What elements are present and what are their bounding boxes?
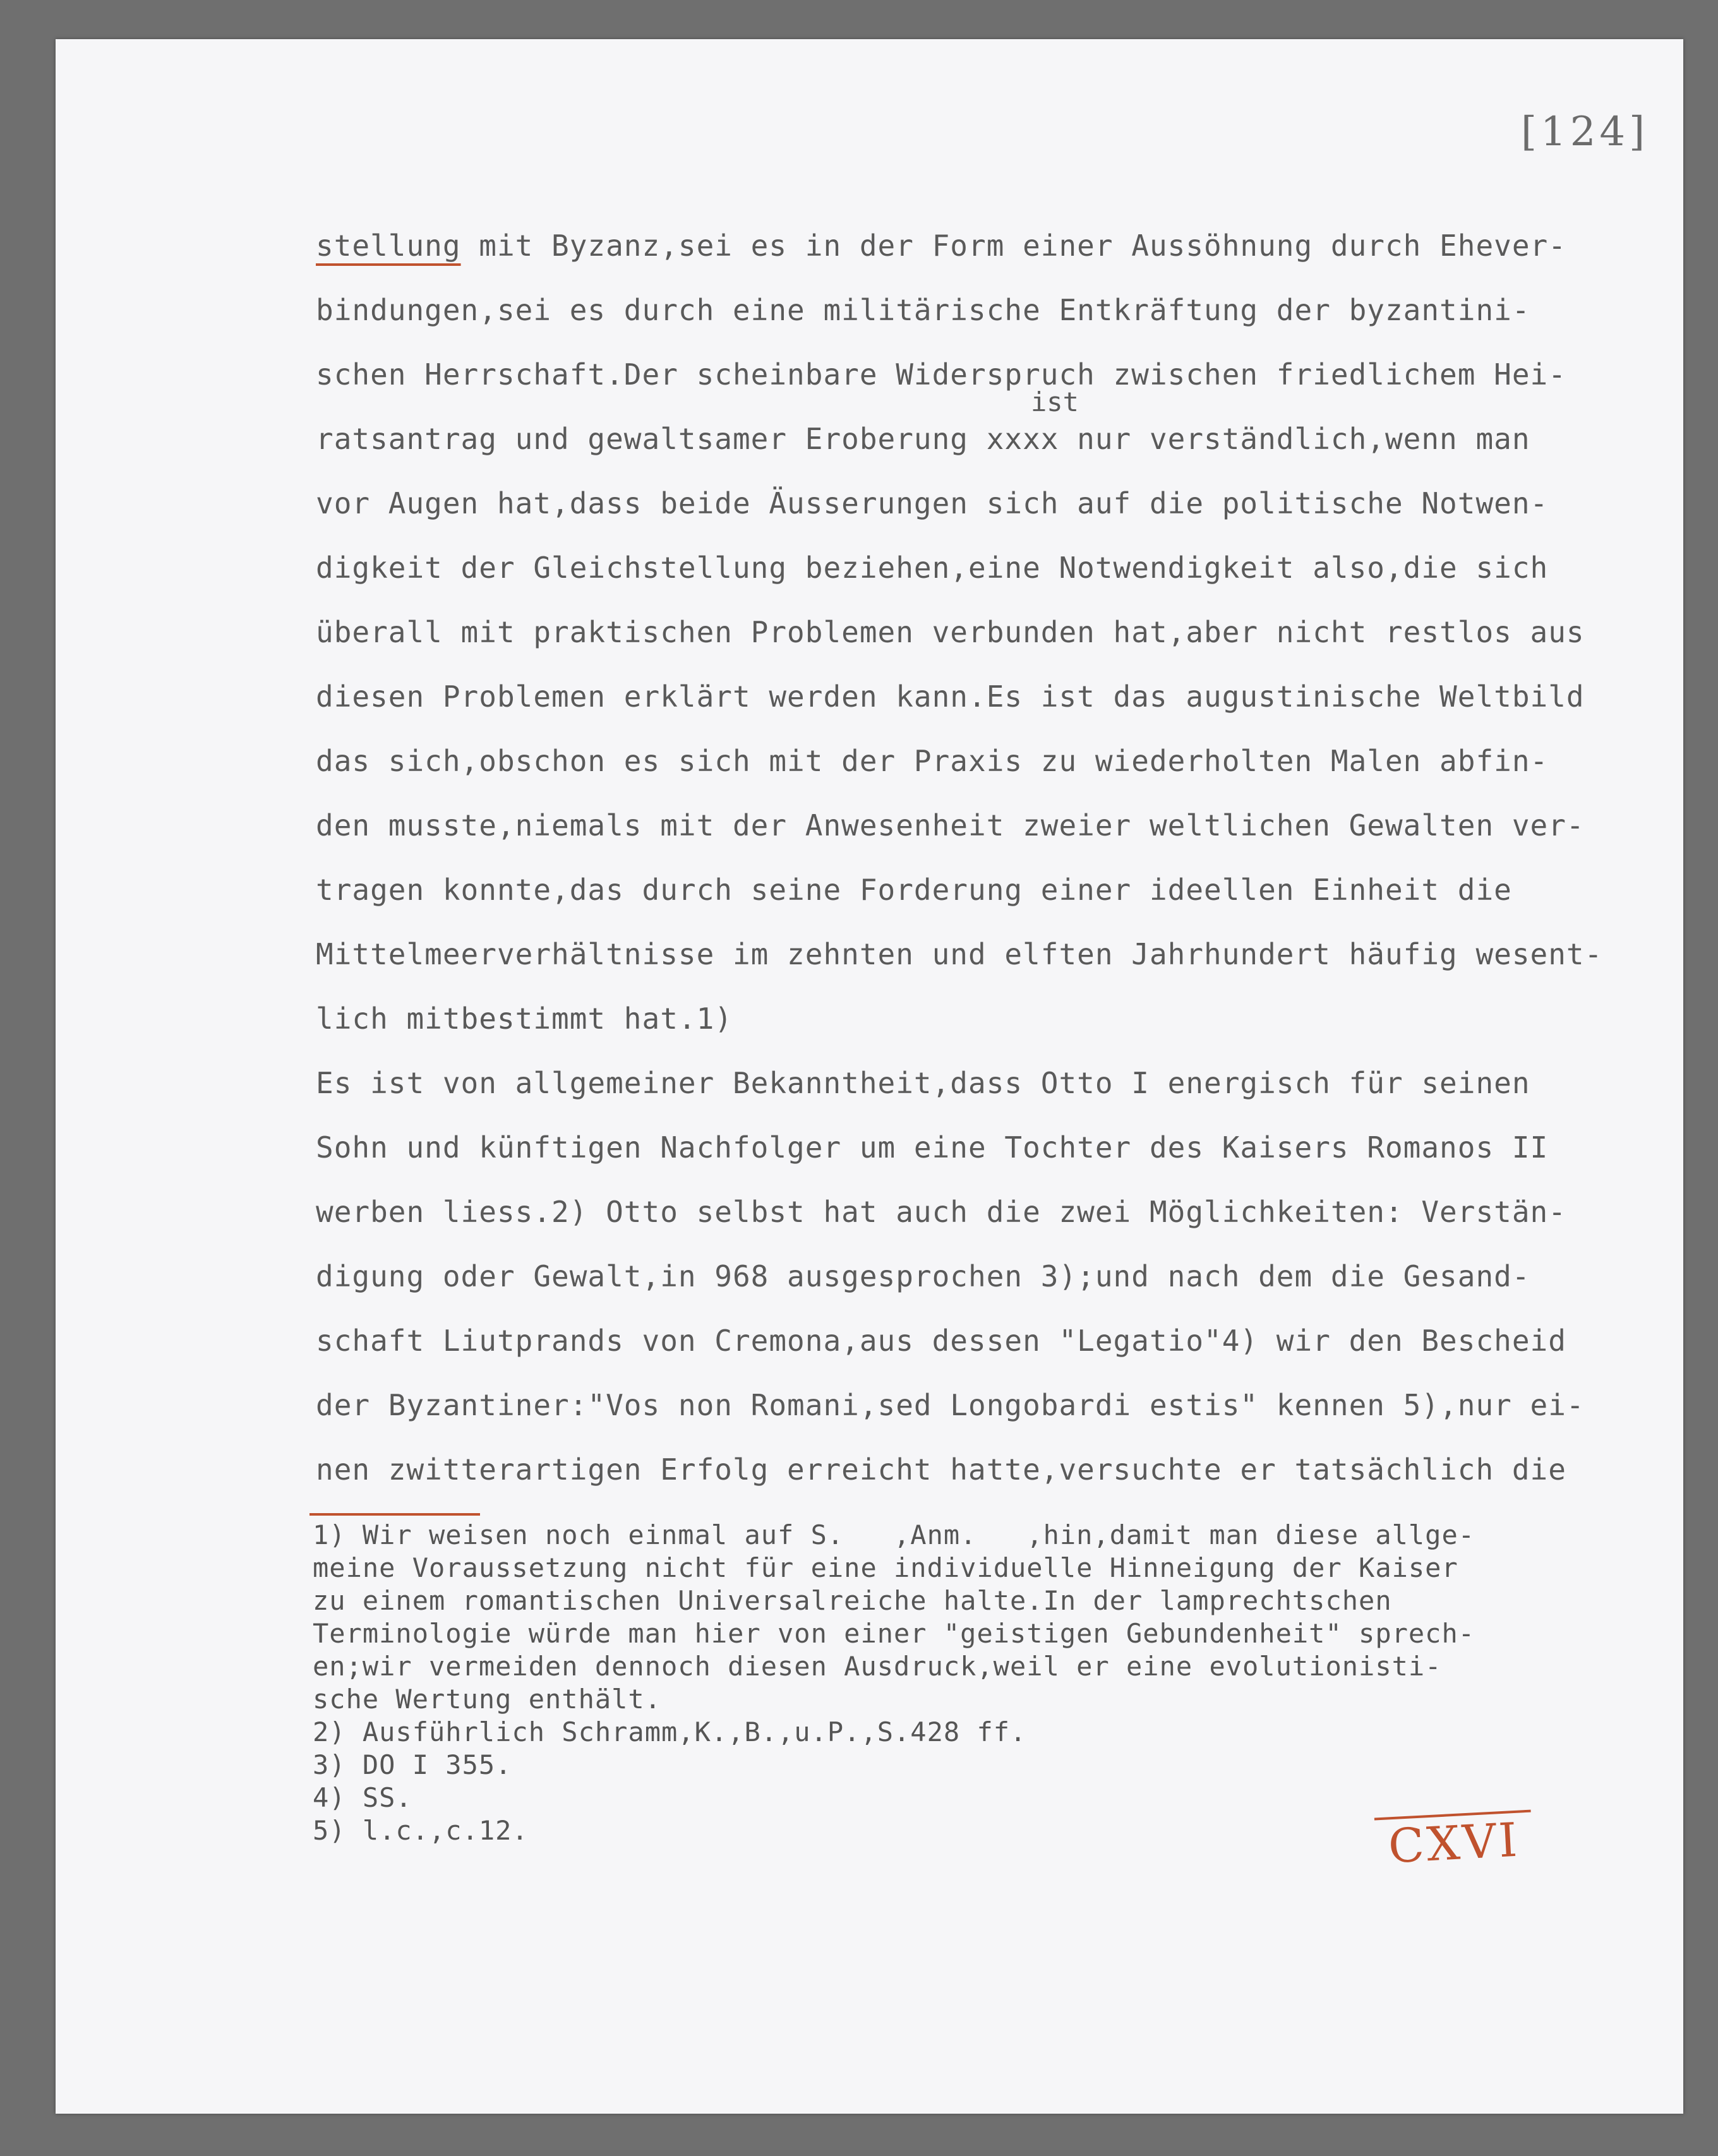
body-line: Mittelmeerverhältnisse im zehnten und elften Jahrhundert häufig wesent- [316,937,1603,971]
body-line: der Byzantiner:"Vos non Romani,sed Longobardi estis" kennen 5),nur ei- [316,1388,1585,1422]
footnote-line: zu einem romantischen Universalreiche halte.In der lamprechtschen [313,1585,1392,1616]
footnote-line: sche Wertung enthält. [313,1684,662,1715]
body-text [316,224,1680,1512]
body-line: den musste,niemals mit der Anwesenheit zweier weltlichen Gewalten ver- [316,808,1585,842]
archive-folio-mark: CXVI [1374,1810,1534,1875]
footnotes [313,1519,1677,1847]
body-line: Sohn und künftigen Nachfolger um eine Tochter des Kaisers Romanos II [316,1130,1549,1165]
body-line: digung oder Gewalt,in 968 ausgesprochen 3);und nach dem die Gesand- [316,1259,1530,1293]
footnote-line: Terminologie würde man hier von einer "geistigen Gebundenheit" sprech- [313,1618,1475,1649]
body-line: digkeit der Gleichstellung beziehen,eine Notwendigkeit also,die sich [316,551,1549,585]
footnote-line: 5) l.c.,c.12. [313,1815,529,1846]
body-line: schen Herrschaft.Der scheinbare Widerspruch zwischen friedlichem Hei- [316,357,1566,392]
body-line: ratsantrag und gewaltsamer Eroberung xxxx nur verständlich,wenn man [316,422,1530,456]
body-line: das sich,obschon es sich mit der Praxis zu wiederholten Malen abfin- [316,744,1549,778]
footnote-line: 1) Wir weisen noch einmal auf S. ,Anm. ,hin,damit man diese allge- [313,1519,1475,1550]
body-line-rest: mit Byzanz,sei es in der Form einer Aussöhnung durch Ehever- [460,229,1566,263]
footnote-separator [309,1513,480,1516]
footnote-line: 4) SS. [313,1782,412,1813]
body-line: werben liess.2) Otto selbst hat auch die zwei Möglichkeiten: Verstän- [316,1195,1566,1229]
page-number: [124] [1521,109,1649,155]
body-line: bindungen,sei es durch eine militärische Entkräftung der byzantini- [316,293,1530,327]
body-line: vor Augen hat,dass beide Äusserungen sich auf die politische Notwen- [316,486,1549,520]
body-line: Es ist von allgemeiner Bekanntheit,dass Otto I energisch für seinen [316,1066,1530,1100]
body-line: lich mitbestimmt hat.1) [316,1002,733,1036]
body-line: überall mit praktischen Problemen verbunden hat,aber nicht restlos aus [316,615,1585,649]
footnote-line: en;wir vermeiden dennoch diesen Ausdruck,weil er eine evolutionisti- [313,1651,1442,1682]
footnote-line: 3) DO I 355. [313,1749,512,1780]
footnote-line: 2) Ausführlich Schramm,K.,B.,u.P.,S.428 ff. [313,1716,1027,1747]
body-line: nen zwitterartigen Erfolg erreicht hatte,versuchte er tatsächlich die [316,1452,1566,1487]
body-line: tragen konnte,das durch seine Forderung einer ideellen Einheit die [316,873,1512,907]
interlinear-insertion: ist [1031,386,1079,417]
body-line [316,224,1680,289]
body-line: diesen Problemen erklärt werden kann.Es ist das augustinische Weltbild [316,680,1585,714]
footnote-line: meine Voraussetzung nicht für eine individuelle Hinneigung der Kaiser [313,1552,1458,1583]
underlined-word: stellung [316,229,461,263]
body-line: schaft Liutprands von Cremona,aus dessen "Legatio"4) wir den Bescheid [316,1324,1566,1358]
